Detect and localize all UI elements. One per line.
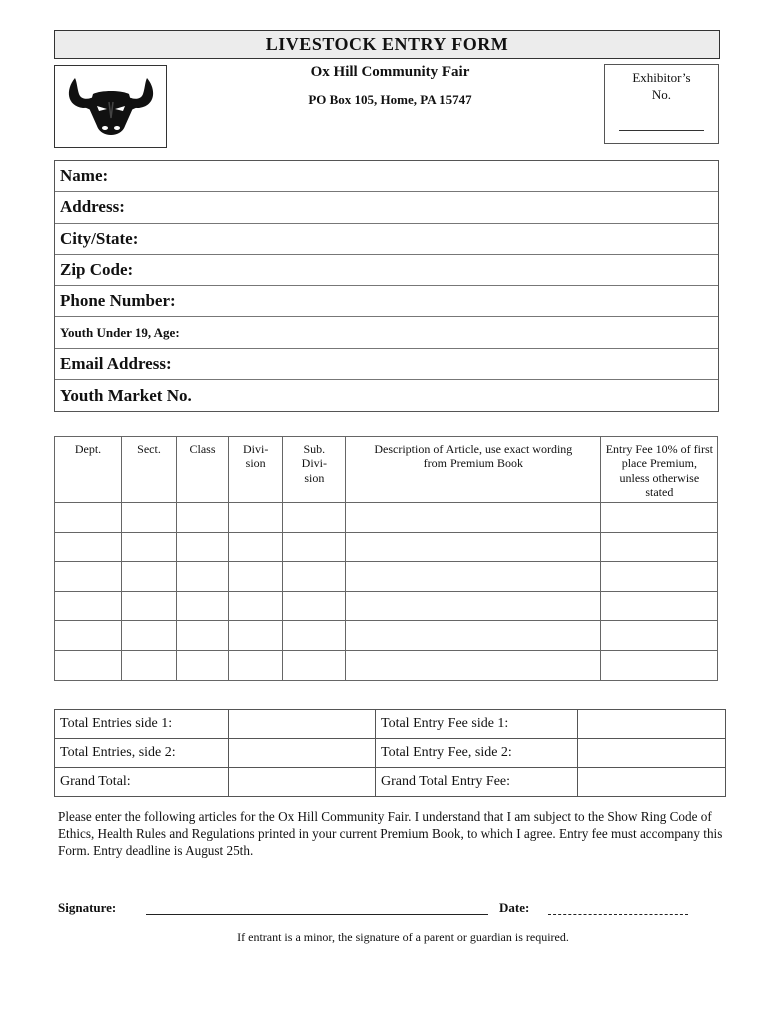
total-fee-side2-label: Total Entry Fee, side 2:: [376, 739, 578, 768]
cell-division[interactable]: [229, 532, 283, 562]
cell-description[interactable]: [346, 503, 601, 533]
column-header-sect: Sect.: [122, 437, 177, 503]
address-field[interactable]: Address:: [55, 192, 718, 223]
cell-division[interactable]: [229, 621, 283, 651]
cell-dept[interactable]: [55, 591, 122, 621]
total-entries-side2-label: Total Entries, side 2:: [55, 739, 229, 768]
cell-division[interactable]: [229, 503, 283, 533]
cell-class[interactable]: [177, 503, 229, 533]
logo: [54, 65, 167, 148]
cell-description[interactable]: [346, 621, 601, 651]
city-state-field[interactable]: City/State:: [55, 224, 718, 255]
table-row: [55, 650, 718, 680]
cell-dept[interactable]: [55, 621, 122, 651]
cell-description[interactable]: [346, 562, 601, 592]
cell-class[interactable]: [177, 562, 229, 592]
table-row: [55, 621, 718, 651]
cell-description[interactable]: [346, 650, 601, 680]
cell-entry-fee[interactable]: [601, 532, 718, 562]
entry-table: [54, 436, 718, 681]
cell-division[interactable]: [229, 591, 283, 621]
cell-class[interactable]: [177, 532, 229, 562]
cell-entry-fee[interactable]: [601, 503, 718, 533]
cell-class[interactable]: [177, 621, 229, 651]
cell-division[interactable]: [229, 562, 283, 592]
column-header-description: Description of Article, use exact wording from Premium Book: [346, 437, 601, 503]
column-header-dept: Dept.: [55, 437, 122, 503]
cell-description[interactable]: [346, 532, 601, 562]
zip-code-field[interactable]: Zip Code:: [55, 255, 718, 286]
agreement-statement: Please enter the following articles for the Ox Hill Community Fair. I understand that I am subject to the Show Ring Code of Ethics, Health Rules and Regulations printed in your current Premium Book, to which I agree. Entry fee must accompany this Form. Entry deadline is August 25th.: [58, 809, 723, 858]
column-header-entry-fee: Entry Fee 10% of first place Premium, unless otherwise stated: [601, 437, 718, 503]
cell-sect[interactable]: [122, 503, 177, 533]
cell-sect[interactable]: [122, 562, 177, 592]
exhibitor-label: Exhibitor’s No.: [632, 70, 691, 102]
cell-entry-fee[interactable]: [601, 621, 718, 651]
cell-sub-division[interactable]: [283, 532, 346, 562]
total-entries-side1-field[interactable]: [229, 710, 376, 739]
cell-dept[interactable]: [55, 562, 122, 592]
fair-address: PO Box 105, Home, PA 15747: [308, 92, 472, 107]
cell-sub-division[interactable]: [283, 503, 346, 533]
cell-sub-division[interactable]: [283, 591, 346, 621]
cell-entry-fee[interactable]: [601, 591, 718, 621]
youth-age-field[interactable]: Youth Under 19, Age:: [55, 317, 718, 348]
cell-sub-division[interactable]: [283, 650, 346, 680]
email-address-field[interactable]: Email Address:: [55, 349, 718, 380]
cell-sect[interactable]: [122, 591, 177, 621]
grand-total-label: Grand Total:: [55, 768, 229, 797]
exhibitor-info-table: [54, 160, 719, 412]
total-entries-side2-field[interactable]: [229, 739, 376, 768]
cell-entry-fee[interactable]: [601, 562, 718, 592]
table-row: [55, 532, 718, 562]
cell-sect[interactable]: [122, 532, 177, 562]
cell-sect[interactable]: [122, 650, 177, 680]
table-row: [55, 562, 718, 592]
cell-division[interactable]: [229, 650, 283, 680]
cell-dept[interactable]: [55, 503, 122, 533]
minor-note: If entrant is a minor, the signature of a parent or guardian is required.: [237, 930, 569, 944]
table-row: [55, 591, 718, 621]
total-fee-side1-label: Total Entry Fee side 1:: [376, 710, 578, 739]
totals-table: [54, 709, 726, 797]
cell-class[interactable]: [177, 591, 229, 621]
total-fee-side2-field[interactable]: [578, 739, 726, 768]
date-field[interactable]: [548, 914, 688, 915]
table-row: [55, 503, 718, 533]
cell-sub-division[interactable]: [283, 562, 346, 592]
date-label: Date:: [499, 900, 530, 915]
signature-label: Signature:: [58, 900, 117, 915]
grand-total-fee-label: Grand Total Entry Fee:: [376, 768, 578, 797]
grand-total-fee-field[interactable]: [578, 768, 726, 797]
column-header-sub-division: Sub. Divi-sion: [283, 437, 346, 503]
cell-entry-fee[interactable]: [601, 650, 718, 680]
total-entries-side1-label: Total Entries side 1:: [55, 710, 229, 739]
cell-description[interactable]: [346, 591, 601, 621]
cell-sect[interactable]: [122, 621, 177, 651]
cell-dept[interactable]: [55, 532, 122, 562]
column-header-class: Class: [177, 437, 229, 503]
name-field[interactable]: Name:: [55, 161, 718, 192]
signature-field[interactable]: [146, 914, 488, 915]
total-fee-side1-field[interactable]: [578, 710, 726, 739]
grand-total-field[interactable]: [229, 768, 376, 797]
phone-number-field[interactable]: Phone Number:: [55, 286, 718, 317]
form-title: LIVESTOCK ENTRY FORM: [54, 30, 720, 59]
fair-name: Ox Hill Community Fair: [310, 64, 470, 80]
cell-dept[interactable]: [55, 650, 122, 680]
bull-head-icon: [61, 68, 161, 146]
exhibitor-number-field[interactable]: [619, 130, 704, 131]
youth-market-no-field[interactable]: Youth Market No.: [60, 385, 192, 405]
cell-sub-division[interactable]: [283, 621, 346, 651]
exhibitor-number-box: [604, 64, 719, 144]
cell-class[interactable]: [177, 650, 229, 680]
column-header-division: Divi-sion: [229, 437, 283, 503]
